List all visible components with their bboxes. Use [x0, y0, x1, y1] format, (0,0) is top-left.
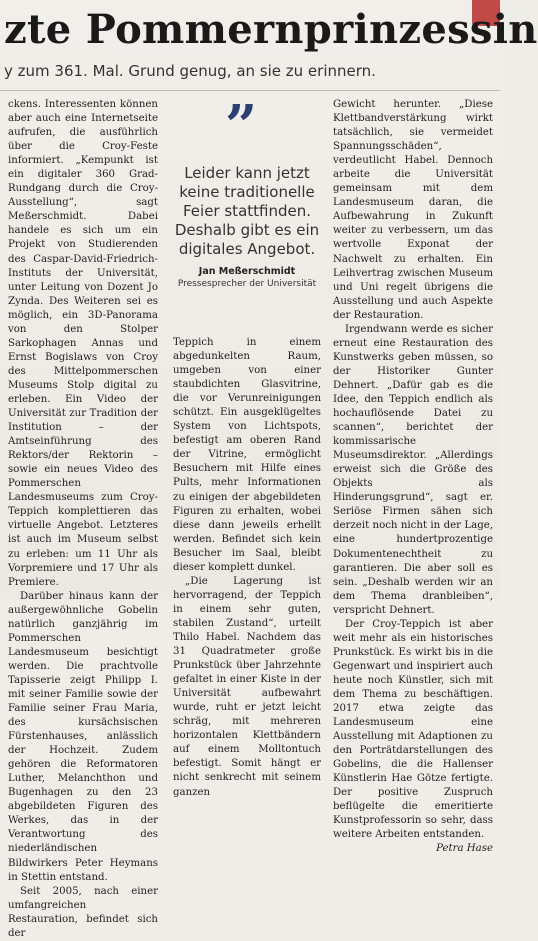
paragraph: Der Croy-Teppich ist aber weit mehr als ein historisches Prunkstück. Es wirkt bis in die Gegenwart und inspiriert auch heute noch Künstler, sich mit dem Thema zu beschäftigen. 2017 etwa zeigte das Landesmuseum eine Ausstellung mit Adaptionen zu den Porträtdarstellungen des Gobelins, die die Hallenser Künstlerin Hae Götze fertigte. Der positive Zuspruch beflügelte die emeritierte Kunstprofessorin so sehr, dass weitere Arbeiten entstanden. — [333, 618, 493, 841]
article-column-1 — [8, 98, 158, 939]
article-column-3 — [333, 98, 493, 855]
paragraph: Teppich in einem abgedunkelten Raum, umgeben von einer staubdichten Glasvitrine, die vor Verunreinigungen schützt. Ein ausgeklügeltes System von Lichtspots, befestigt am oberen Rand der Vitrine, ermöglicht Besuchern mit Hilfe eines Pults, mehr Informationen zu einigen der abgebildeten Figuren zu erhalten, wobei diese dann jeweils erhellt werden. Befindet sich kein Besucher im Saal, bleibt dieser komplett dunkel. — [173, 337, 321, 573]
header-divider — [0, 90, 500, 91]
paragraph: Darüber hinaus kann der außergewöhnliche Gobelin natürlich ganzjährig im Pommerschen Landesmuseum besichtigt werden. Die prachtvolle Tapisserie zeigt Philipp I. mit seiner Familie sowie der Familie seiner Frau Maria, des kursächsischen Fürstenhauses, anlässlich der Hochzeit. Zudem gehören die Reformatoren Luther, Melanchthon und Bugenhagen zu den 23 abgebildeten Figuren des Werkes, das in der Verantwortung des niederländischen Bildwirkers Peter Heymans in Stettin entstand. — [8, 590, 158, 883]
headline: zte Pommernprinzessin — [4, 6, 538, 53]
quote-mark-icon: ” — [225, 93, 258, 159]
paragraph: ckens. Interessenten können aber auch eine Internetseite aufrufen, die ausführlich über die Croy-Feste informiert. „Kempunkt ist ein digitaler 360 Grad-Rundgang durch die Croy-Ausstellung“, sagt Meßerschmidt. Dabei handele es sich um ein Projekt von Studierenden des Caspar-David-Friedrich-Instituts der Universität, unter Leitung von Dozent Jo Zynda. Des Weiteren sei es möglich, ein 3D-Panorama von den Stolper Sarkophagen Annas und Ernst Bogislaws von Croy des Mittelpommerschen Museums Stolp digital zu erleben. Ein Video der Universität zur Tradition der Institution – der Amtseinführung des Rektors/der Rektorin – sowie ein neues Video des Pommerschen Landesmuseums zum Croy-Teppich komplettieren das virtuelle Angebot. Letzteres ist auch im Museum selbst zu erleben: um 11 Uhr als Vorpremiere und 17 Uhr als Premiere. — [8, 99, 158, 588]
paragraph: Gewicht herunter. „Diese Klettbandverstärkung wirkt tatsächlich, sie vermeidet Spannungsschäden“, verdeutlicht Habel. Dennoch arbeite die Universität gemeinsam mit dem Landesmuseum daran, die Aufbewahrung in Zukunft weiter zu verbessern, um das wertvolle Exponat der Nachwelt zu erhalten. Ein Leihvertrag zwischen Museum und Uni regelt übrigens die Ausstellung und auch Aspekte der Restauration. — [333, 99, 493, 321]
paragraph: „Die Lagerung ist hervorragend, der Teppich in einem sehr guten, stabilen Zustand“, urteilt Thilo Habel. Nachdem das 31 Quadratmeter große Prunkstück über Jahrzehnte gefaltet in einer Kiste in der Universität aufbewahrt wurde, ruht er jetzt leicht schräg, mit mehreren horizontalen Klettbändern auf einem Molltontuch befestigt. Somit hängt er nicht senkrecht mit seinem ganzen — [173, 575, 321, 798]
paragraph: Seit 2005, nach einer umfangreichen Restauration, befindet sich der — [8, 885, 158, 939]
author-credit: Petra Hase — [436, 843, 493, 855]
article-column-2 — [173, 336, 321, 798]
quote-author-role: Pressesprecher der Universität — [177, 279, 317, 289]
paragraph: Irgendwann werde es sicher erneut eine Restauration des Kunstwerks geben müssen, so der Historiker Gunter Dehnert. „Dafür gab es die Idee, den Teppich endlich als hochauflösende Datei zu scannen“, berichtet der kommissarische Museumsdirektor. „Allerdings erweist sich die Größe des Objekts als Hinderungsgrund“, sagt er. Seriöse Firmen sähen sich derzeit noch nicht in der Lage, eine hundertprozentige Dokumentenechtheit zu garantieren. Die aber soll es sein. „Deshalb werden wir an dem Thema dranbleiben“, verspricht Dehnert. — [333, 323, 493, 616]
subheadline: y zum 361. Mal. Grund genug, an sie zu erinnern. — [4, 62, 376, 80]
pull-quote — [173, 93, 321, 330]
quote-text: Leider kann jetzt keine traditionelle Feier stattfinden. Deshalb gibt es ein digitales Angebot. — [174, 164, 320, 258]
quote-author: Jan Meßerschmidt — [198, 266, 296, 277]
